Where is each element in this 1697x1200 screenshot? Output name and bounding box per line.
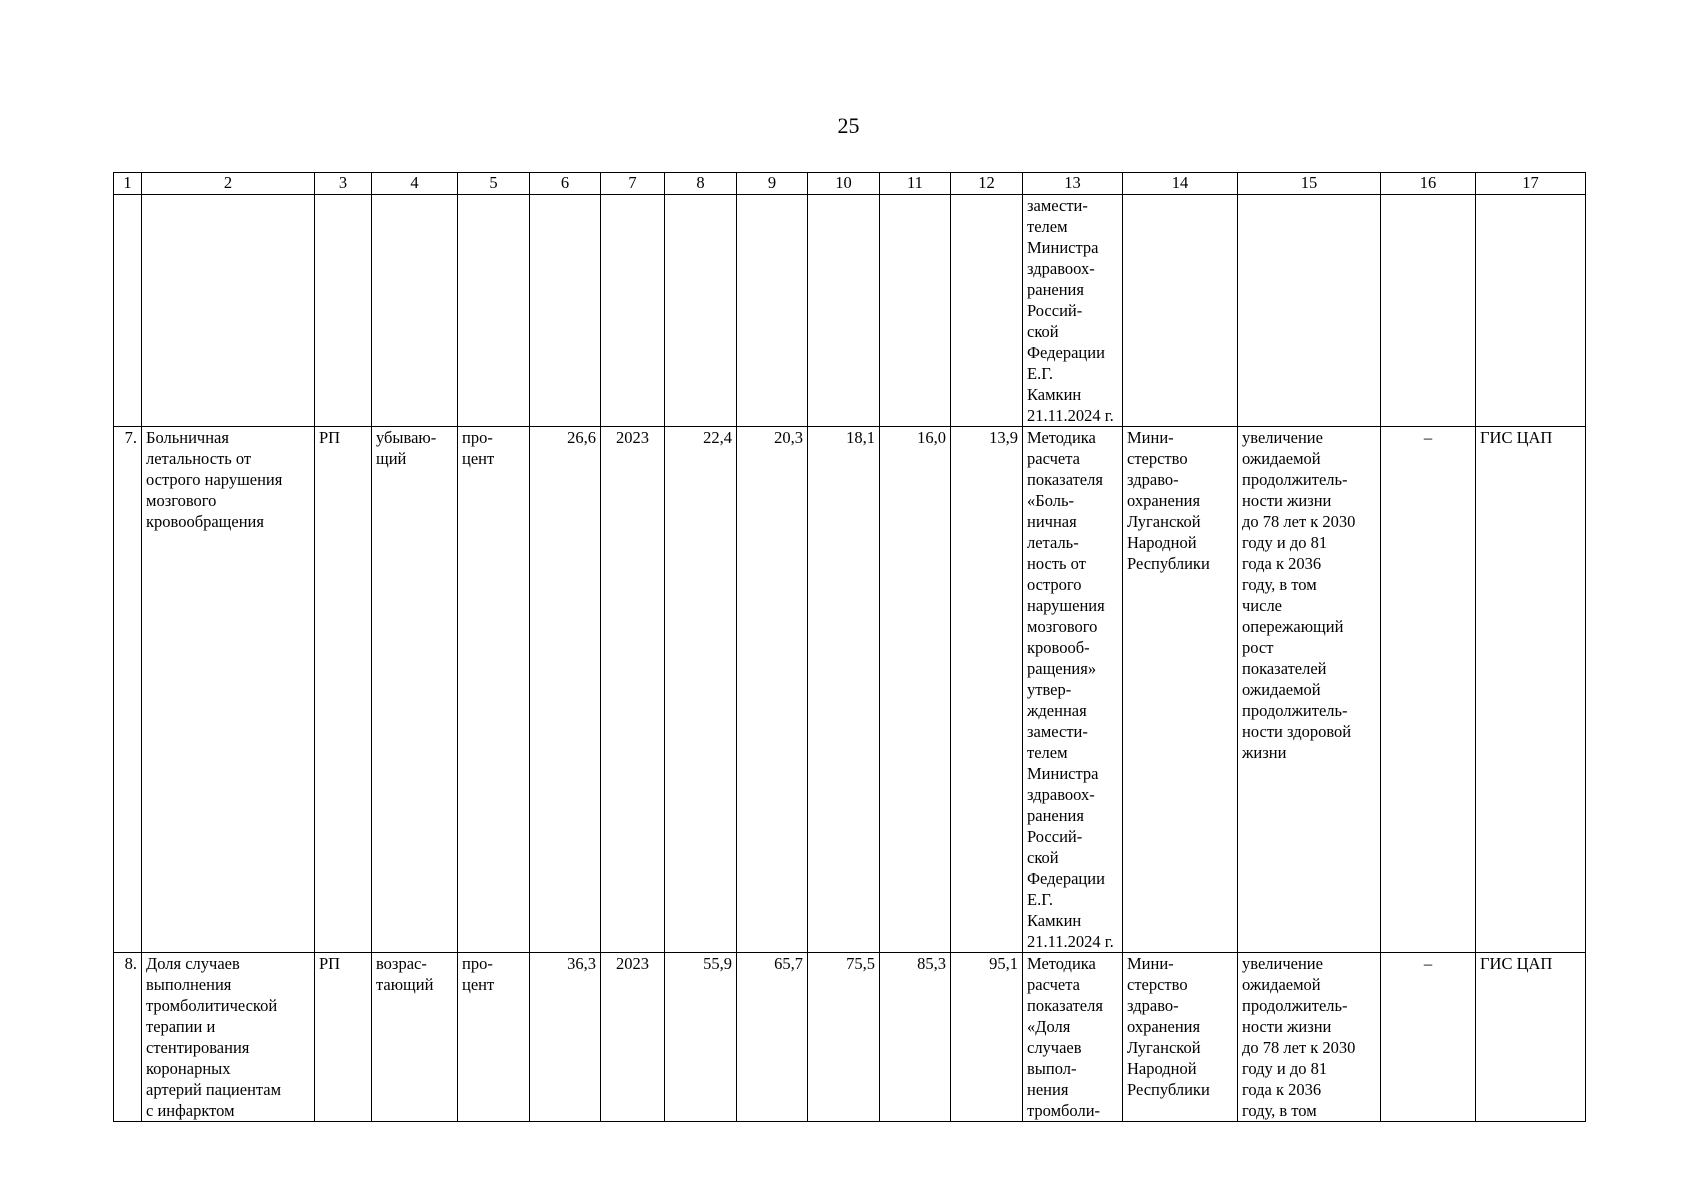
base-value: 26,6 — [530, 427, 601, 953]
value-col-12: 13,9 — [951, 427, 1023, 953]
value-col-9: 65,7 — [737, 953, 808, 1122]
responsible-body — [1123, 195, 1238, 427]
indicators-table — [113, 172, 1586, 1122]
value-col-10: 75,5 — [808, 953, 880, 1122]
information-system: ГИС ЦАП — [1476, 953, 1586, 1122]
base-year: 2023 — [601, 427, 665, 953]
row-number — [114, 195, 142, 427]
indicator-name — [142, 195, 315, 427]
responsible-body: Мини- стерство здраво- охранения Луганской Народной Республики — [1123, 953, 1238, 1122]
methodology-document: Методика расчета показателя «Боль- ничная леталь- ность от острого нарушения мозгового кровооб- ращения» утвер- жденная замести- телем Министра здравоох- ранения Россий- ской Федерации Е.Г. Камкин 21.11.2024 г. — [1023, 427, 1123, 953]
header-cell-6: 6 — [530, 173, 601, 195]
value-col-11: 16,0 — [880, 427, 951, 953]
header-cell-7: 7 — [601, 173, 665, 195]
national-goal: увеличение ожидаемой продолжитель- ности жизни до 78 лет к 2030 году и до 81 года к 2036 году, в том — [1238, 953, 1381, 1122]
header-cell-13: 13 — [1023, 173, 1123, 195]
methodology-document: замести- телем Министра здравоох- ранения Россий- ской Федерации Е.Г. Камкин 21.11.2024 г. — [1023, 195, 1123, 427]
value-col-8 — [665, 195, 737, 427]
indicator-level — [315, 195, 372, 427]
table-row-continuation — [114, 195, 1586, 427]
base-year — [601, 195, 665, 427]
national-goal — [1238, 195, 1381, 427]
indicator-trend: убываю- щий — [372, 427, 458, 953]
header-cell-4: 4 — [372, 173, 458, 195]
header-cell-9: 9 — [737, 173, 808, 195]
value-col-10: 18,1 — [808, 427, 880, 953]
information-system: ГИС ЦАП — [1476, 427, 1586, 953]
indicator-trend — [372, 195, 458, 427]
indicator-unit: про- цент — [458, 953, 530, 1122]
information-system — [1476, 195, 1586, 427]
col-16-value — [1381, 195, 1476, 427]
row-number: 7. — [114, 427, 142, 953]
table-row-7 — [114, 427, 1586, 953]
header-cell-3: 3 — [315, 173, 372, 195]
indicator-level: РП — [315, 953, 372, 1122]
methodology-document: Методика расчета показателя «Доля случаев выпол- нения тромболи- — [1023, 953, 1123, 1122]
base-value — [530, 195, 601, 427]
table-row-8 — [114, 953, 1586, 1122]
value-col-11 — [880, 195, 951, 427]
page-number: 25 — [837, 113, 860, 138]
value-col-12 — [951, 195, 1023, 427]
header-cell-11: 11 — [880, 173, 951, 195]
header-cell-1: 1 — [114, 173, 142, 195]
value-col-9: 20,3 — [737, 427, 808, 953]
base-value: 36,3 — [530, 953, 601, 1122]
header-cell-14: 14 — [1123, 173, 1238, 195]
header-cell-8: 8 — [665, 173, 737, 195]
indicator-name: Доля случаев выполнения тромболитической терапии и стентирования коронарных артерий пациентам с инфарктом — [142, 953, 315, 1122]
header-cell-17: 17 — [1476, 173, 1586, 195]
value-col-8: 55,9 — [665, 953, 737, 1122]
header-cell-5: 5 — [458, 173, 530, 195]
header-cell-16: 16 — [1381, 173, 1476, 195]
value-col-8: 22,4 — [665, 427, 737, 953]
indicator-unit: про- цент — [458, 427, 530, 953]
national-goal: увеличение ожидаемой продолжитель- ности жизни до 78 лет к 2030 году и до 81 года к 2036 году, в том числе опережающий рост показателей ожидаемой продолжитель- ности здоровой жизни — [1238, 427, 1381, 953]
value-col-9 — [737, 195, 808, 427]
responsible-body: Мини- стерство здраво- охранения Луганской Народной Республики — [1123, 427, 1238, 953]
value-col-10 — [808, 195, 880, 427]
header-cell-12: 12 — [951, 173, 1023, 195]
col-16-value: – — [1381, 427, 1476, 953]
indicator-level: РП — [315, 427, 372, 953]
value-col-12: 95,1 — [951, 953, 1023, 1122]
header-cell-10: 10 — [808, 173, 880, 195]
indicator-unit — [458, 195, 530, 427]
header-row — [114, 173, 1586, 195]
row-number: 8. — [114, 953, 142, 1122]
indicator-name: Больничная летальность от острого нарушения мозгового кровообращения — [142, 427, 315, 953]
header-cell-15: 15 — [1238, 173, 1381, 195]
indicator-trend: возрас- тающий — [372, 953, 458, 1122]
base-year: 2023 — [601, 953, 665, 1122]
col-16-value: – — [1381, 953, 1476, 1122]
value-col-11: 85,3 — [880, 953, 951, 1122]
header-cell-2: 2 — [142, 173, 315, 195]
